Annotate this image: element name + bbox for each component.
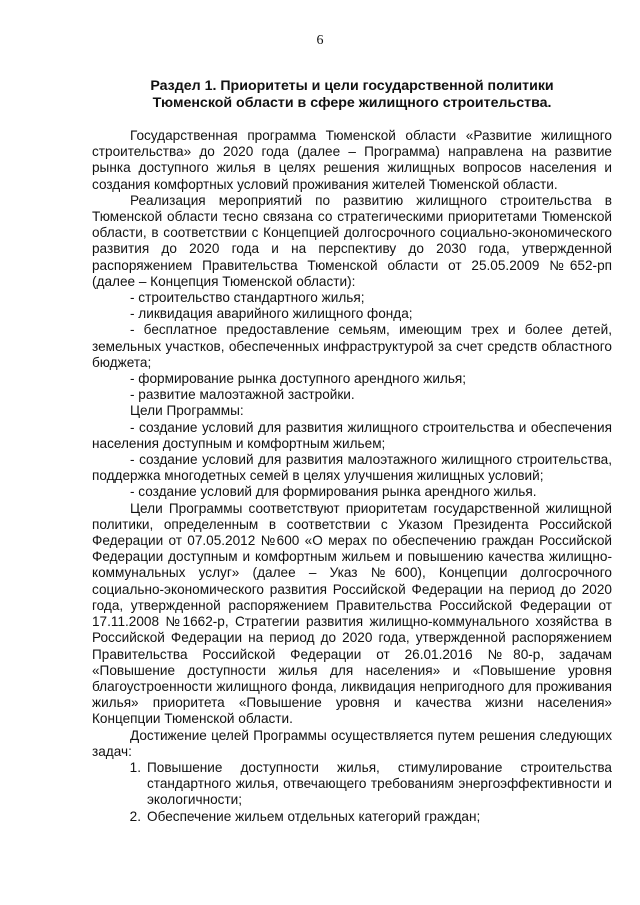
section-heading-line-2: Тюменской области в сфере жилищного строительства. <box>152 95 552 111</box>
goal-item: - создание условий для формирования рынка арендного жилья. <box>130 484 537 500</box>
priority-item: - развитие малоэтажной застройки. <box>130 387 355 403</box>
document-body <box>92 128 612 825</box>
task-item <box>92 809 612 825</box>
task-text: Повышение доступности жилья, стимулирование строительства стандартного жилья, отвечающего требованиям энергоэффективности и экологичности; <box>147 759 612 808</box>
paragraph-concept: Реализация мероприятий по развитию жилищного строительства в Тюменской области тесно связана со стратегическими приоритетами Тюменской области, в соответствии с Концепцией долгосрочного социально-экономического развития до 2020 года и на перспективу до 2030 года, утвержденной распоряжением Правительства Тюменской области от 25.05.2009 №652-рп (далее – Концепция Тюменской области): <box>92 192 612 289</box>
page-number: 6 <box>316 33 324 48</box>
paragraph-intro: Государственная программа Тюменской области «Развитие жилищного строительства» до 2020 года (далее – Программа) направлена на развитие рынка доступного жилья в целях решения жилищных вопросов населения и создания комфортных условий проживания жителей Тюменской области. <box>92 128 612 192</box>
goal-item: - создание условий для развития жилищного строительства и обеспечения населения доступным и комфортным жильем; <box>92 419 612 451</box>
section-heading-line-1: Раздел 1. Приоритеты и цели государственной политики <box>150 78 554 94</box>
priority-item: - строительство стандартного жилья; <box>130 290 365 306</box>
section-heading <box>92 78 612 112</box>
paragraph-tasks-intro: Достижение целей Программы осуществляется путем решения следующих задач: <box>92 727 612 759</box>
goals-title: Цели Программы: <box>130 403 244 419</box>
goal-item: - создание условий для развития малоэтажного жилищного строительства, поддержка многодетных семей в целях улучшения жилищных условий; <box>92 452 612 484</box>
paragraph-goals-alignment: Цели Программы соответствуют приоритетам государственной жилищной политики, определенным в соответствии с Указом Президента Российской Федерации от 07.05.2012 №600 «О мерах по обеспечению граждан Российской Федерации доступным и комфортным жильем и повышению качества жилищно-коммунальных услуг» (далее – Указ №600), Концепции долгосрочного социально-экономического развития Российской Федерации на период до 2020 года, утвержденной распоряжением Правительства Российской Федерации от 17.11.2008 №1662-р, Стратегии развития жилищно-коммунального хозяйства в Российской Федерации на период до 2020 года, утвержденной распоряжением Правительства Российской Федерации от 26.01.2016 №80-р, задачам «Повышение доступности жилья для населения» и «Повышение уровня благоустроенности жилищного фонда, ликвидация непригодного для проживания жилья» приоритета «Повышение уровня и качества жизни населения» Концепции Тюменской области. <box>92 500 612 727</box>
task-text: Обеспечение жильем отдельных категорий граждан; <box>147 808 481 824</box>
priority-item: - бесплатное предоставление семьям, имеющим трех и более детей, земельных участков, обеспеченных инфраструктурой за счет средств областного бюджета; <box>92 322 612 370</box>
task-item <box>92 760 612 809</box>
task-number: 1. <box>129 759 141 775</box>
priority-item: - формирование рынка доступного арендного жилья; <box>130 371 467 387</box>
task-number: 2. <box>129 808 141 824</box>
priority-item: - ликвидация аварийного жилищного фонда; <box>130 306 413 322</box>
